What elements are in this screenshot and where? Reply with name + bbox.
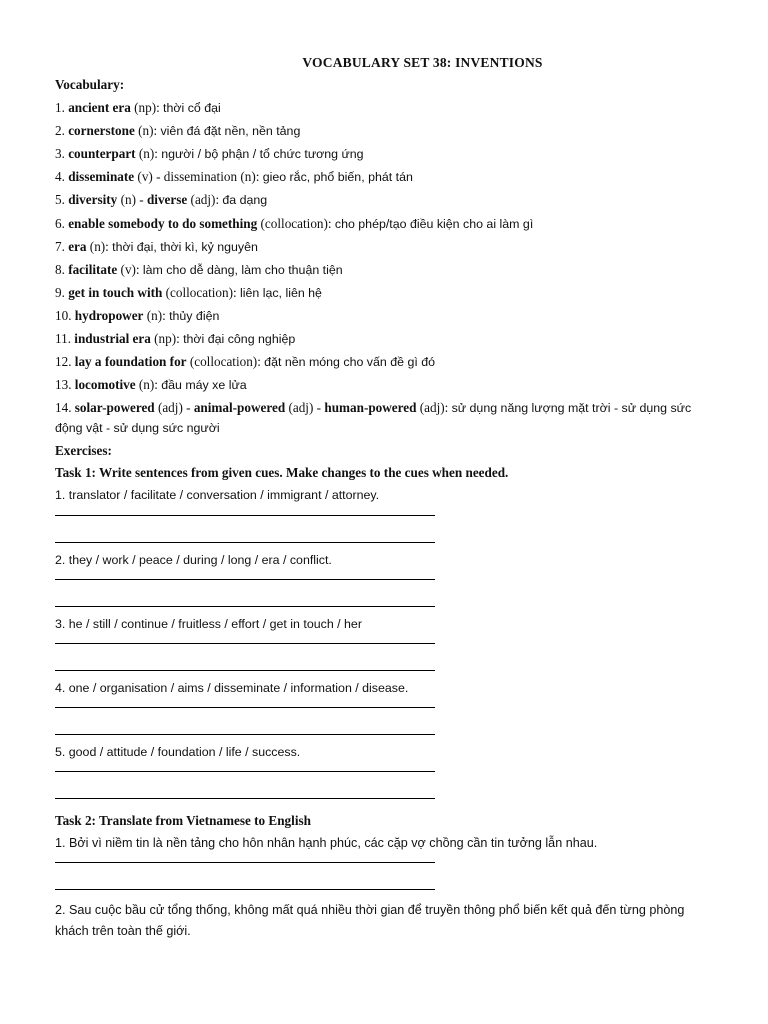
vocab-item xyxy=(55,258,720,281)
vocab-definition: thời đại, thời kì, kỷ nguyên xyxy=(112,239,258,254)
question-cue: 2. they / work / peace / during / long / era / conflict. xyxy=(55,552,332,567)
vocab-part-of-speech: (n) - xyxy=(117,192,147,208)
vocab-term: solar-powered xyxy=(74,400,155,416)
vocab-part-of-speech: (adj): xyxy=(187,192,223,208)
vocab-term: enable somebody to do something xyxy=(68,215,258,231)
task1-list xyxy=(55,484,720,798)
vocab-definition: cho phép/tạo điều kiện cho ai làm gì xyxy=(334,216,534,231)
vocab-term: ancient era xyxy=(68,100,131,116)
task1-question xyxy=(55,741,720,799)
vocab-term: counterpart xyxy=(68,146,136,162)
answer-line[interactable] xyxy=(55,516,720,543)
vocab-definition: thời cổ đại xyxy=(163,101,221,116)
vocab-item-number: 13. xyxy=(55,377,72,393)
task1-question xyxy=(55,549,720,607)
vocab-definition: đặt nền móng cho vấn đề gì đó xyxy=(264,355,436,370)
answer-line[interactable] xyxy=(55,772,720,799)
vocab-part-of-speech: (v) - dissemination (n): xyxy=(134,169,263,185)
vocab-term: animal-powered xyxy=(193,400,286,416)
vocab-item xyxy=(55,119,720,142)
vocab-part-of-speech: (np): xyxy=(130,100,164,116)
vocab-item-number: 2. xyxy=(55,123,65,139)
vocab-part-of-speech: (adj): xyxy=(416,400,452,416)
question-cue: 5. good / attitude / foundation / life / success. xyxy=(55,744,301,759)
vocab-heading: Vocabulary: xyxy=(55,77,125,92)
answer-line[interactable] xyxy=(55,580,720,607)
task2-question xyxy=(55,900,720,942)
answer-line[interactable] xyxy=(55,572,720,580)
vocab-term: lay a foundation for xyxy=(74,354,187,370)
vocab-part-of-speech: (n): xyxy=(135,377,162,393)
page-title: VOCABULARY SET 38: INVENTIONS xyxy=(302,55,543,70)
answer-line[interactable] xyxy=(55,508,720,516)
answer-line[interactable] xyxy=(55,764,720,772)
question-cue: 1. translator / facilitate / conversation / immigrant / attorney. xyxy=(55,488,380,503)
answer-line[interactable] xyxy=(55,708,720,735)
vocab-item-number: 1. xyxy=(55,100,65,116)
vocab-part-of-speech: (adj) - xyxy=(285,400,325,416)
vocab-term: locomotive xyxy=(74,377,136,393)
vocab-definition: sử dụng năng lượng mặt trời - sử dụng sức động vật - sử dụng sức người xyxy=(55,401,692,436)
vocab-part-of-speech: (collocation): xyxy=(257,215,335,231)
vocab-term: hydropower xyxy=(74,307,144,323)
vocab-part-of-speech: (n): xyxy=(134,123,161,139)
vocab-item xyxy=(55,142,720,165)
answer-line[interactable] xyxy=(55,644,720,671)
vocab-item-number: 4. xyxy=(55,169,65,185)
vocab-item xyxy=(55,188,720,211)
vocab-term: diverse xyxy=(146,192,188,208)
answer-line[interactable] xyxy=(55,700,720,708)
task2-list xyxy=(55,833,720,942)
answer-line[interactable] xyxy=(55,854,720,863)
vocab-part-of-speech: (collocation): xyxy=(186,354,265,370)
vocab-item xyxy=(55,212,720,235)
vocab-item-number: 7. xyxy=(55,238,65,254)
vocab-list xyxy=(55,96,720,438)
vocab-term: disseminate xyxy=(68,169,135,185)
vocab-part-of-speech: (n): xyxy=(86,238,113,254)
vocab-item xyxy=(55,304,720,327)
vocab-part-of-speech: (n): xyxy=(135,146,162,162)
vocab-definition: viên đá đặt nền, nền tảng xyxy=(160,124,301,139)
vocab-item xyxy=(55,373,720,396)
vocab-definition: đa dạng xyxy=(222,193,268,208)
vocab-term: era xyxy=(68,238,87,254)
vocab-item-number: 9. xyxy=(55,284,65,300)
vocab-part-of-speech: (v): xyxy=(117,261,143,277)
vocab-part-of-speech: (adj) - xyxy=(154,400,194,416)
vocab-definition: liên lạc, liên hệ xyxy=(239,285,322,300)
vocab-item-number: 8. xyxy=(55,261,65,277)
answer-line[interactable] xyxy=(55,636,720,644)
answer-line[interactable] xyxy=(55,863,720,890)
vocab-item-number: 3. xyxy=(55,146,65,162)
worksheet-page xyxy=(55,52,720,942)
task2-heading: Task 2: Translate from Vietnamese to English xyxy=(55,812,311,828)
vocab-item xyxy=(55,96,720,119)
task1-question xyxy=(55,677,720,735)
vocab-definition: gieo rắc, phổ biến, phát tán xyxy=(262,170,413,185)
task2-question xyxy=(55,833,720,890)
vocab-item xyxy=(55,327,720,350)
vocab-item-number: 11. xyxy=(55,331,71,347)
translate-sentence: 1. Bởi vì niềm tin là nền tảng cho hôn nhân hạnh phúc, các cặp vợ chồng cần tin tưởng lẫn nhau. xyxy=(55,835,598,850)
vocab-item xyxy=(55,350,720,373)
vocab-term: facilitate xyxy=(68,261,118,277)
task1-question xyxy=(55,613,720,671)
vocab-item-number: 10. xyxy=(55,307,72,323)
task1-question xyxy=(55,484,720,542)
question-cue: 3. he / still / continue / fruitless / effort / get in touch / her xyxy=(55,616,362,631)
vocab-part-of-speech: (np): xyxy=(150,331,184,347)
vocab-term: diversity xyxy=(68,192,118,208)
vocab-item-number: 6. xyxy=(55,215,65,231)
vocab-term: cornerstone xyxy=(68,123,135,139)
question-cue: 4. one / organisation / aims / disseminate / information / disease. xyxy=(55,680,409,695)
vocab-item xyxy=(55,398,720,438)
vocab-item xyxy=(55,165,720,188)
vocab-term: human-powered xyxy=(324,400,417,416)
vocab-definition: thủy điện xyxy=(169,308,220,323)
vocab-item-number: 5. xyxy=(55,192,65,208)
vocab-part-of-speech: (collocation): xyxy=(162,284,240,300)
vocab-term: industrial era xyxy=(74,331,151,347)
vocab-definition: thời đại công nghiệp xyxy=(183,332,296,347)
vocab-item-number: 14. xyxy=(55,400,72,416)
vocab-item-number: 12. xyxy=(55,354,72,370)
translate-sentence: 2. Sau cuộc bầu cử tổng thống, không mất quá nhiều thời gian để truyền thông phổ biến kết quả đến từng phòng khách trên toàn thế giới. xyxy=(55,902,685,938)
vocab-term: get in touch with xyxy=(68,284,163,300)
vocab-definition: người / bộ phận / tổ chức tương ứng xyxy=(161,147,364,162)
vocab-part-of-speech: (n): xyxy=(143,307,170,323)
task1-heading: Task 1: Write sentences from given cues. Make changes to the cues when needed. xyxy=(55,465,509,481)
exercises-heading: Exercises: xyxy=(55,443,112,459)
vocab-definition: đầu máy xe lửa xyxy=(161,378,247,393)
vocab-item xyxy=(55,235,720,258)
vocab-item xyxy=(55,281,720,304)
vocab-definition: làm cho dễ dàng, làm cho thuận tiện xyxy=(142,262,343,277)
